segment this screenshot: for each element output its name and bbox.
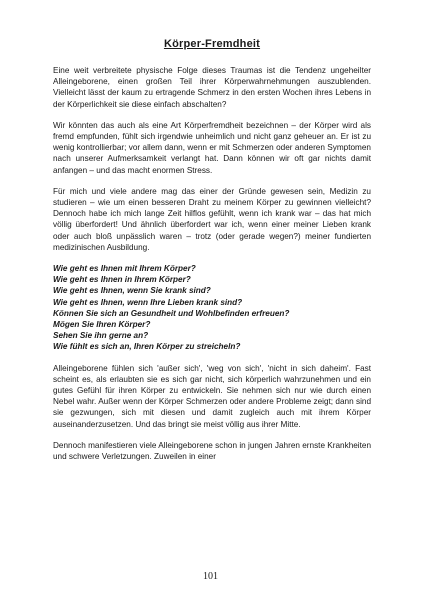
question-item: Können Sie sich an Gesundheit und Wohlbefinden erfreuen? <box>53 308 290 318</box>
body-paragraph: Dennoch manifestieren viele Alleingeborene schon in jungen Jahren ernste Krankheiten und schwere Verletzungen. Zuweilen in einer <box>53 440 371 462</box>
page-title: Körper-Fremdheit <box>163 38 261 50</box>
question-item: Wie geht es Ihnen, wenn Ihre Lieben krank sind? <box>53 297 243 307</box>
body-paragraph: Eine weit verbreitete physische Folge dieses Traumas ist die Tendenz ungeheilter Alleingeborene, einen großen Teil ihrer Körperwahrnehmungen auszublenden. Vielleicht lässt der kaum zu ertragende Schmerz in den ersten Wochen ihres Lebens in der Körperlichkeit sie diese einfach abschalten? <box>53 66 371 109</box>
question-item: Wie geht es Ihnen, wenn Sie krank sind? <box>53 286 211 296</box>
question-item: Wie geht es Ihnen mit Ihrem Körper? <box>53 264 196 274</box>
page-number: 101 <box>203 571 218 582</box>
question-item: Wie fühlt es sich an, Ihren Körper zu streicheln? <box>53 342 241 352</box>
question-list <box>53 263 371 353</box>
question-item: Sehen Sie ihn gerne an? <box>53 331 149 341</box>
body-paragraph: Alleingeborene fühlen sich 'außer sich', 'weg von sich', 'nicht in sich daheim'. Fast scheint es, als erlaubten sie es sich gar nicht, sich körperlich wahrzunehmen und ein gutes Gefühl für ihren Körper zu entwickeln. Sie nehmen sich nur wie durch einen Nebel wahr. Außer wenn der Körper Schmerzen oder andere Probleme zeigt; dann sind sie gezwungen, sich mit diesen und damit zugleich auch mit ihrem Körper auseinanderzusetzen. Und das bringt sie meist völlig aus ihrer Mitte. <box>53 363 371 429</box>
document-page <box>53 38 371 472</box>
question-item: Mögen Sie Ihren Körper? <box>53 320 151 330</box>
body-paragraph: Für mich und viele andere mag das einer der Gründe gewesen sein, Medizin zu studieren – wie um einen besseren Draht zu meinem Körper zu gewinnen vielleicht? Dennoch habe ich mich lange Zeit hilflos gefühlt, wenn ich krank war – das hat mich völlig überfordert! Und ähnlich überfordert war ich, wenn einer meiner Lieben krank oder auch bloß unpässlich waren – trotz (oder gerade wegen?) meiner fundierten medizinischen Ausbildung. <box>53 186 371 252</box>
body-paragraph: Wir könnten das auch als eine Art Körperfremdheit bezeichnen – der Körper wird als fremd empfunden, fühlt sich irgendwie unheimlich und nicht ganz geheuer an. Er ist zu wenig kontrollierbar; vor allem dann, wenn er mit Schmerzen oder anderen Symptomen nach unserer Aufmerksamkeit verlangt hat. Dann können wir oft gar nichts damit anfangen – und das macht enormen Stress. <box>53 120 371 175</box>
question-item: Wie geht es Ihnen in Ihrem Körper? <box>53 275 191 285</box>
